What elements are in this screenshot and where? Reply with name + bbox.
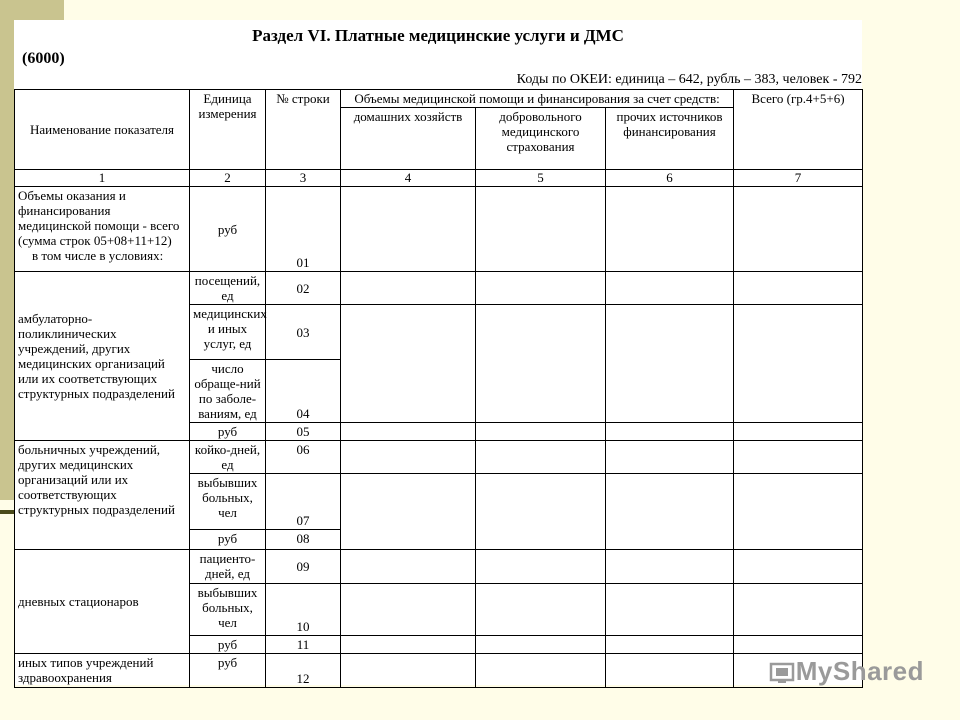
data-cell [476,305,606,423]
row-number: 04 [266,360,341,423]
section-title: Раздел VI. Платные медицинские услуги и ДМС [252,26,624,45]
header-dms: добровольного медицинского страхования [476,108,606,170]
data-cell [476,474,606,550]
data-cell [606,187,734,272]
row-unit: выбывших больных, чел [190,474,266,530]
header-unit: Единица измерения [190,90,266,170]
row-unit: медицинских и иных услуг, ед [190,305,266,360]
row-name: амбулаторно-поликлинических учреждений, других медицинских организаций или их соответствующих структурных подразделений [15,272,190,441]
row-number: 07 [266,474,341,530]
row-unit: руб [190,654,266,688]
data-cell [734,636,863,654]
col-number: 2 [190,170,266,187]
data-cell [341,423,476,441]
data-cell [606,441,734,474]
row-number: 03 [266,305,341,360]
row-unit: руб [190,636,266,654]
data-cell [734,272,863,305]
data-cell [476,584,606,636]
row-number: 10 [266,584,341,636]
table-row [15,441,863,474]
data-cell [341,441,476,474]
form-table [14,89,863,688]
table-row [15,654,863,688]
row-name-text: Объемы оказания и финансирования медицинской помощи - всего (сумма строк 05+08+11+12) [18,188,180,248]
row-unit: руб [190,187,266,272]
header-rownum: № строки [266,90,341,170]
data-cell [606,550,734,584]
data-cell [606,584,734,636]
row-number: 01 [266,187,341,272]
row-number: 08 [266,530,341,550]
okei-codes: Коды по ОКЕИ: единица – 642, рубль – 383, человек - 792 [516,72,862,87]
data-cell [476,187,606,272]
data-cell [734,305,863,423]
data-cell [476,272,606,305]
row-number: 05 [266,423,341,441]
row-number: 12 [266,654,341,688]
data-cell [476,441,606,474]
col-number: 5 [476,170,606,187]
data-cell [341,654,476,688]
data-cell [606,423,734,441]
row-unit: пациенто-дней, ед [190,550,266,584]
section-code: (6000) [22,50,65,67]
data-cell [341,187,476,272]
row-name: иных типов учреждений здравоохранения [15,654,190,688]
data-cell [734,584,863,636]
row-unit: койко-дней, ед [190,441,266,474]
watermark-logo: MyShared [795,656,924,686]
data-cell [341,550,476,584]
table-row [15,550,863,584]
data-cell [341,474,476,550]
row-name [15,187,190,272]
col-number: 1 [15,170,190,187]
row-number: 02 [266,272,341,305]
col-number: 6 [606,170,734,187]
data-cell [606,636,734,654]
data-cell [606,272,734,305]
header-households: домашних хозяйств [341,108,476,170]
document-page [14,20,862,685]
col-number: 4 [341,170,476,187]
data-cell [734,474,863,550]
data-cell [606,305,734,423]
header-name: Наименование показателя [15,90,190,170]
row-unit: число обраще-ний по заболе-ваниям, ед [190,360,266,423]
data-cell [476,423,606,441]
data-cell [476,550,606,584]
row-name-subtext: в том числе в условиях: [32,248,164,263]
data-cell [734,423,863,441]
row-number: 06 [266,441,341,474]
row-unit: руб [190,530,266,550]
data-cell [606,474,734,550]
data-cell [341,636,476,654]
table-row [15,187,863,272]
data-cell [476,654,606,688]
data-cell [606,654,734,688]
header-total: Всего (гр.4+5+6) [734,90,863,170]
row-number: 09 [266,550,341,584]
row-unit: руб [190,423,266,441]
logo-icon [768,658,796,686]
col-number: 3 [266,170,341,187]
header-group: Объемы медицинской помощи и финансирования за счет средств: [341,90,734,108]
data-cell [476,636,606,654]
row-unit: посещений, ед [190,272,266,305]
data-cell [341,272,476,305]
row-name: дневных стационаров [15,550,190,654]
data-cell [341,584,476,636]
data-cell [734,550,863,584]
data-cell [734,187,863,272]
slide-side-accent [0,510,14,514]
row-unit: выбывших больных, чел [190,584,266,636]
data-cell [734,441,863,474]
table-row [15,272,863,305]
header-other: прочих источников финансирования [606,108,734,170]
data-cell [341,305,476,423]
row-number: 11 [266,636,341,654]
col-number: 7 [734,170,863,187]
row-name: больничных учреждений, других медицинских организаций или их соответствующих структурных подразделений [15,441,190,550]
